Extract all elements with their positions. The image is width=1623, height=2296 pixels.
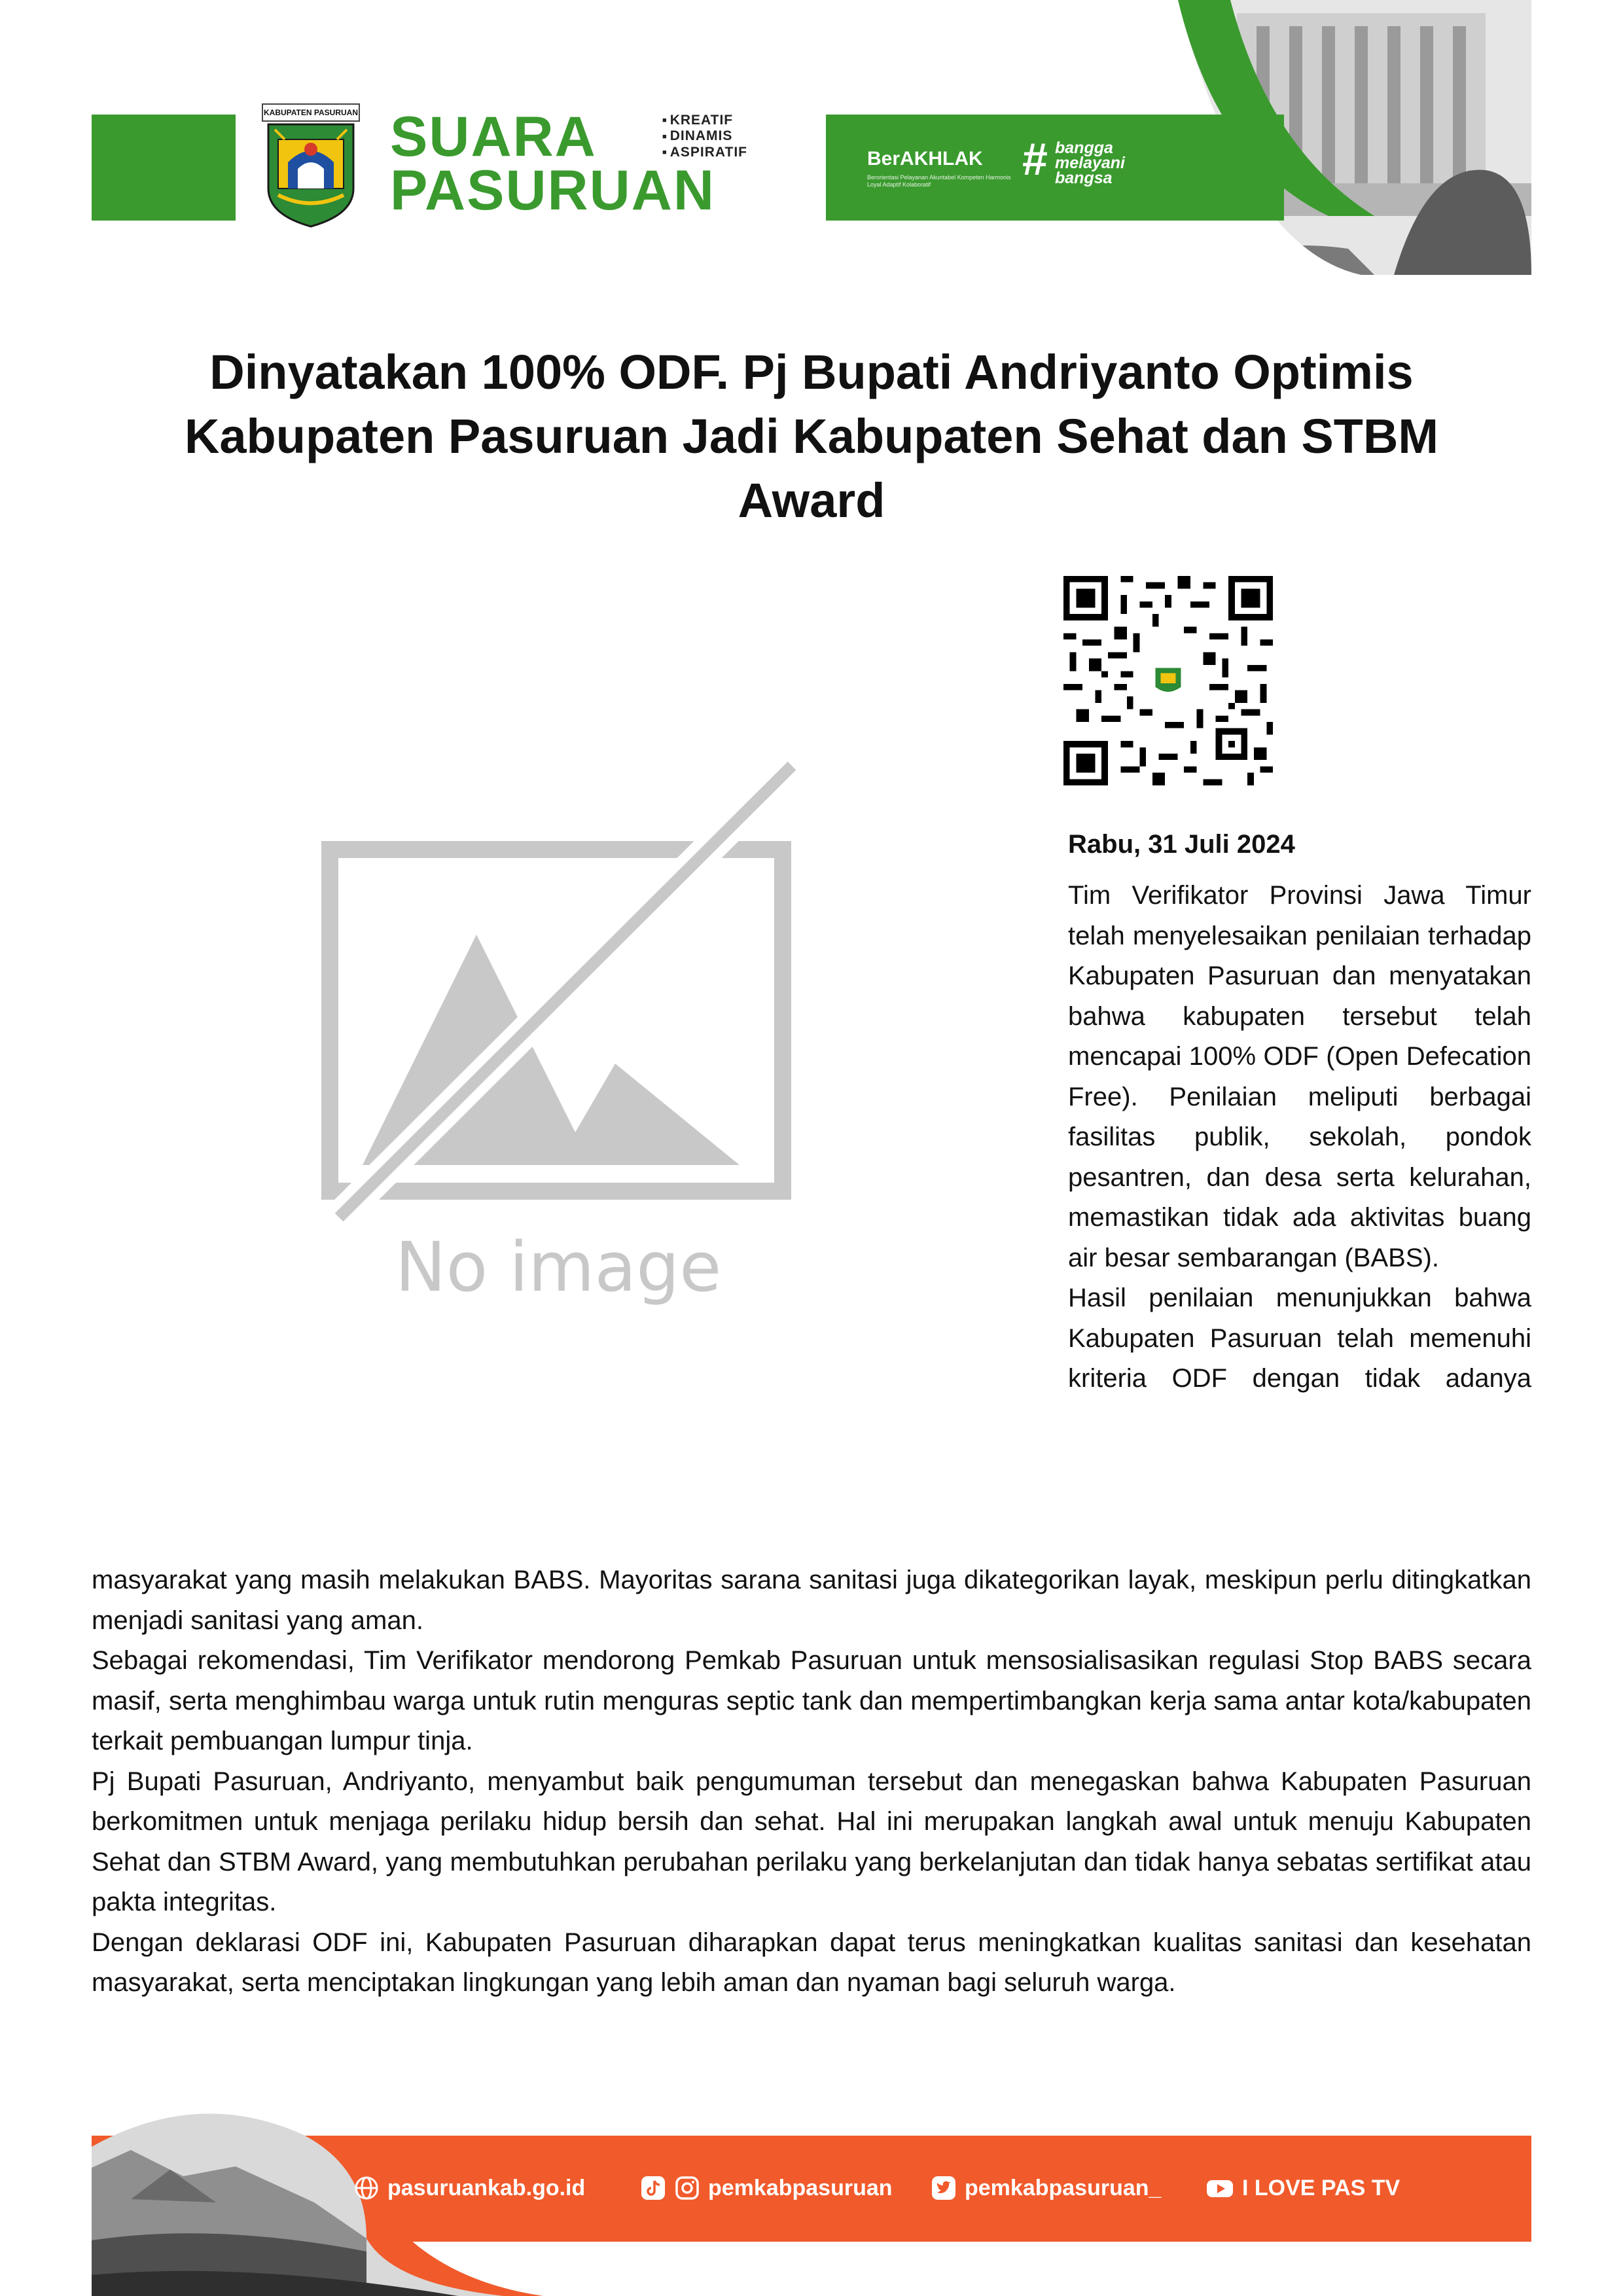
instagram-icon[interactable]: [674, 2175, 700, 2201]
tagline-item: ■ KREATIF: [662, 113, 747, 128]
article-paragraph-4: Pj Bupati Pasuruan, Andriyanto, menyambut baik pengumuman tersebut dan menegaskan bahwa Kabupaten Pasuruan berkomitmen untuk menjaga perilaku hidup bersih dan sehat. Hal ini merupakan langkah awal untuk menuju Kabupaten Sehat dan STBM Award, yang membutuhkan perubahan perilaku yang berkelanjutan dan tidak hanya sebatas sertifikat atau pakta integritas.: [92, 1767, 1531, 1916]
no-image-label: No image: [395, 1227, 722, 1307]
article-body: [92, 1560, 1531, 2003]
tiktok-icon[interactable]: [640, 2175, 666, 2201]
twitter-icon[interactable]: [931, 2175, 957, 2201]
article-title: [92, 340, 1531, 533]
qr-code-icon[interactable]: [1063, 576, 1273, 785]
tagline-item: ■ ASPIRATIF: [662, 145, 747, 160]
no-image-placeholder-icon: [321, 759, 805, 1316]
bangga-line: bangga: [1055, 139, 1113, 157]
article-paragraph-3: Sebagai rekomendasi, Tim Verifikator mendorong Pemkab Pasuruan untuk mensosialisasikan regulasi Stop BABS secara masif, serta menghimbau warga untuk rutin menguras septic tank dan mempertimbangkan kerja sama antar kota/kabupaten terkait pembuangan lumpur tinja.: [92, 1646, 1531, 1755]
brand-taglines: [662, 113, 747, 160]
bangga-line: melayani: [1055, 154, 1126, 172]
brand-line-2: PASURUAN: [390, 159, 715, 222]
article-paragraph-2-start: Hasil penilaian menunjukkan bahwa Kabupaten Pasuruan telah memenuhi kriteria ODF dengan tidak adanya: [1068, 1283, 1531, 1393]
hashtag-icon: #: [1022, 134, 1048, 185]
berakhlak-subtitle: Berorientasi Pelayanan Akuntabel Kompeten Harmonis Loyal Adaptif Kolaboratif: [867, 174, 1011, 188]
crest-banner: KABUPATEN PASURUAN: [262, 103, 360, 122]
header-green-block-left: [92, 115, 236, 221]
article-date: Rabu, 31 Juli 2024: [1068, 830, 1295, 859]
article-paragraph-2-continued: masyarakat yang masih melakukan BABS. Mayoritas sarana sanitasi juga dikategorikan layak, meskipun perlu ditingkatkan menjadi sanitasi yang aman.: [92, 1566, 1531, 1635]
footer-youtube-channel[interactable]: I LOVE PAS TV: [1242, 2176, 1400, 2200]
kabupaten-pasuruan-crest-icon: [262, 103, 360, 228]
article-paragraph-1: Tim Verifikator Provinsi Jawa Timur telah menyelesaikan penilaian terhadap Kabupaten Pasuruan dan menyatakan bahwa kabupaten tersebut telah mencapai 100% ODF (Open Defecation Free). Penilaian meliputi berbagai fasilitas publik, sekolah, pondok pesantren, dan desa serta kelurahan, memastikan tidak ada aktivitas buang air besar sembarangan (BABS).: [1068, 881, 1531, 1272]
article-paragraph-5: Dengan deklarasi ODF ini, Kabupaten Pasuruan diharapkan dapat terus meningkatkan kualitas sanitasi dan kesehatan masyarakat, serta menciptakan lingkungan yang lebih aman dan nyaman bagi seluruh warga.: [92, 1928, 1531, 1997]
youtube-icon[interactable]: [1205, 2176, 1234, 2200]
title-line-3: Award: [738, 473, 885, 528]
bangga-melayani-bangsa-logo: [1055, 141, 1125, 186]
brand-line-1: SUARA: [390, 105, 597, 168]
berakhlak-logo: BerAKHLAK: [867, 148, 983, 170]
article-column: [1068, 876, 1531, 1399]
tagline-item: ■ DINAMIS: [662, 128, 747, 144]
footer-twitter-handle[interactable]: pemkabpasuruan_: [965, 2176, 1162, 2200]
title-line-1: Dinyatakan 100% ODF. Pj Bupati Andriyanto Optimis: [209, 345, 1414, 399]
title-line-2: Kabupaten Pasuruan Jadi Kabupaten Sehat dan STBM: [184, 409, 1439, 463]
globe-icon: [353, 2175, 380, 2201]
footer-instagram-handle[interactable]: pemkabpasuruan: [708, 2176, 893, 2200]
bangga-line: bangsa: [1055, 169, 1113, 187]
footer-website-link[interactable]: pasuruankab.go.id: [387, 2176, 586, 2200]
